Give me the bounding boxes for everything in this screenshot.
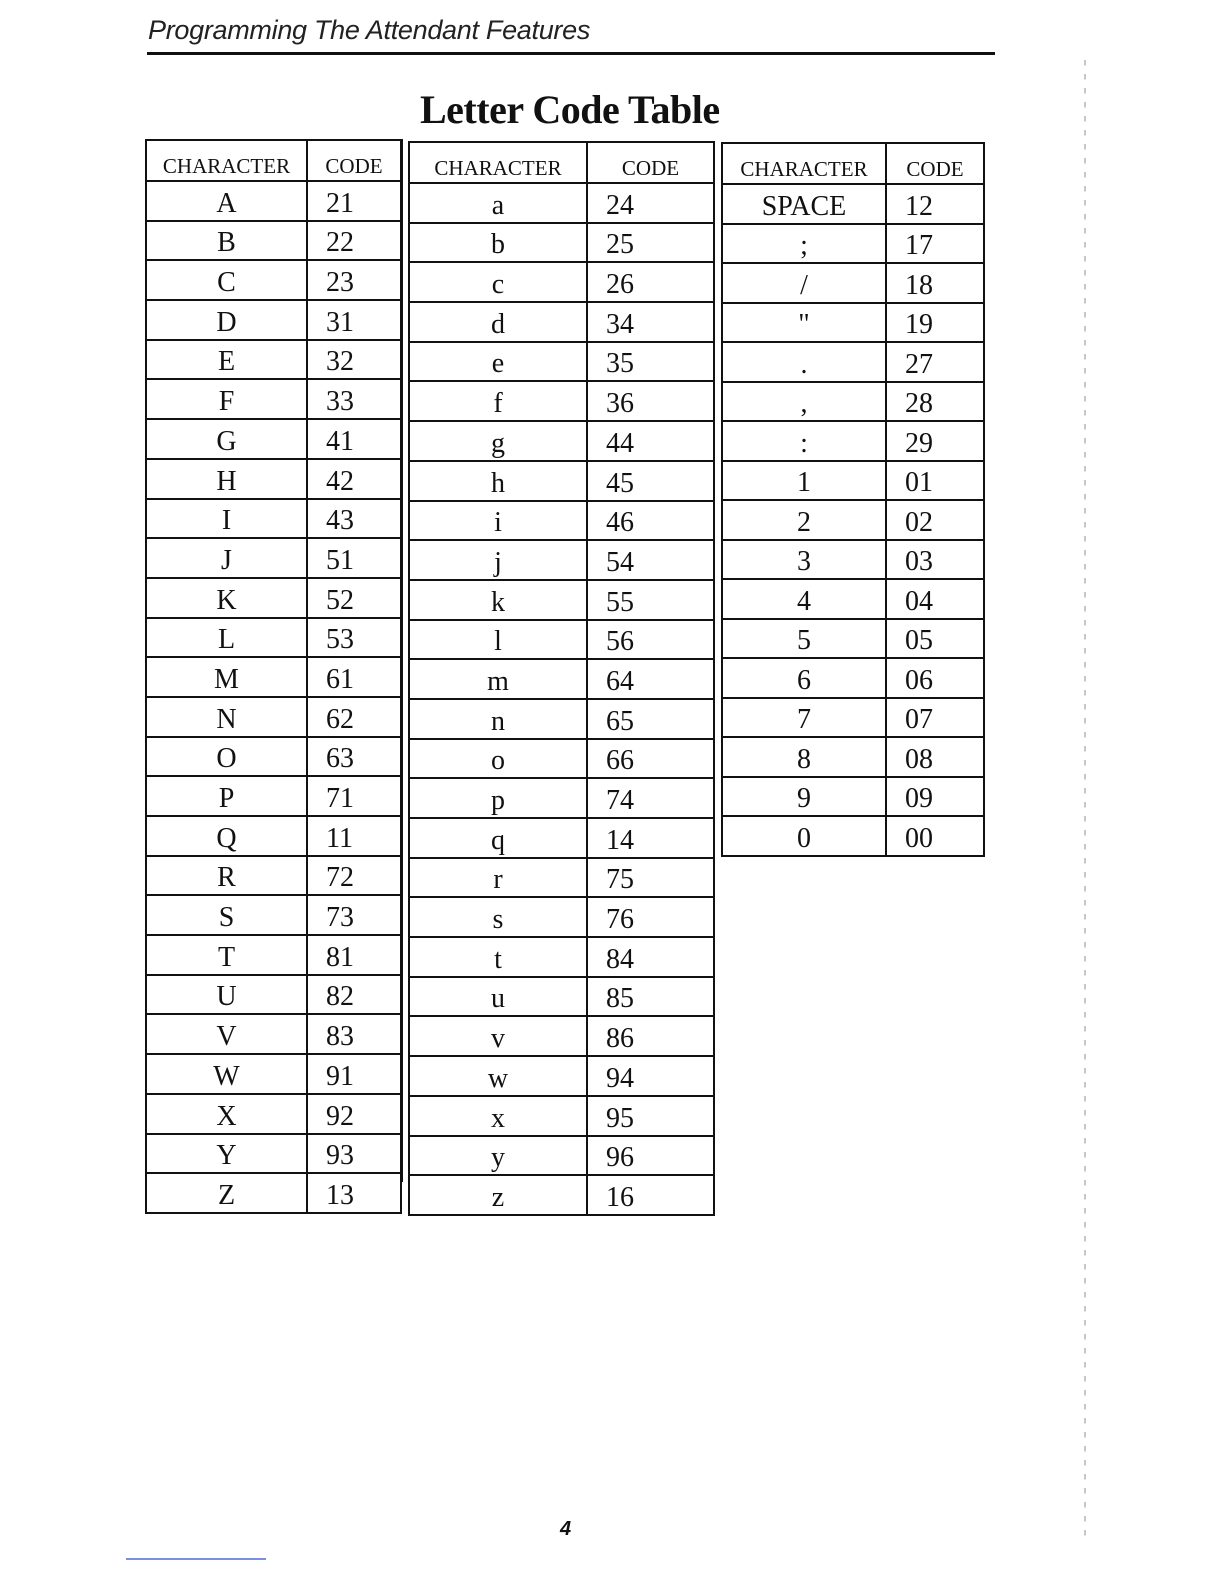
character-cell: y — [409, 1136, 587, 1176]
table-row — [146, 657, 401, 697]
table-row — [146, 776, 401, 816]
character-cell: k — [409, 580, 587, 620]
table-row — [146, 697, 401, 737]
code-cell: 17 — [886, 224, 984, 264]
code-cell: 51 — [307, 538, 401, 578]
table-row — [146, 816, 401, 856]
character-cell: R — [146, 856, 307, 896]
lowercase-code-table — [408, 141, 715, 1216]
character-cell: 6 — [722, 658, 886, 698]
code-cell: 45 — [587, 461, 714, 501]
character-cell: / — [722, 263, 886, 303]
table-row — [409, 1096, 714, 1136]
table-row — [409, 342, 714, 382]
character-cell: z — [409, 1175, 587, 1215]
table-row — [146, 260, 401, 300]
character-cell: 7 — [722, 698, 886, 738]
character-cell: T — [146, 935, 307, 975]
code-cell: 75 — [587, 858, 714, 898]
character-cell: j — [409, 540, 587, 580]
code-column-header: CODE — [307, 140, 401, 181]
code-column-header: CODE — [587, 142, 714, 183]
character-cell: J — [146, 538, 307, 578]
character-cell: d — [409, 302, 587, 342]
code-cell: 28 — [886, 382, 984, 422]
code-cell: 62 — [307, 697, 401, 737]
code-cell: 56 — [587, 620, 714, 660]
table-row — [146, 340, 401, 380]
table-row — [409, 739, 714, 779]
code-cell: 25 — [587, 223, 714, 263]
character-cell: Y — [146, 1134, 307, 1174]
table-row — [146, 1094, 401, 1134]
code-cell: 31 — [307, 300, 401, 340]
code-cell: 54 — [587, 540, 714, 580]
code-cell: 34 — [587, 302, 714, 342]
code-cell: 66 — [587, 739, 714, 779]
table-row — [409, 937, 714, 977]
table-row — [722, 540, 984, 580]
code-column-header: CODE — [886, 143, 984, 184]
table-row — [146, 1173, 401, 1213]
character-cell: h — [409, 461, 587, 501]
character-cell: K — [146, 578, 307, 618]
code-cell: 95 — [587, 1096, 714, 1136]
table-row — [146, 419, 401, 459]
table-row — [409, 977, 714, 1017]
table-row — [409, 1136, 714, 1176]
code-cell: 00 — [886, 816, 984, 856]
code-cell: 18 — [886, 263, 984, 303]
character-cell: : — [722, 421, 886, 461]
code-cell: 84 — [587, 937, 714, 977]
character-cell: m — [409, 659, 587, 699]
character-cell: g — [409, 421, 587, 461]
character-cell: s — [409, 897, 587, 937]
code-cell: 82 — [307, 975, 401, 1015]
character-cell: P — [146, 776, 307, 816]
table-row — [722, 579, 984, 619]
code-cell: 22 — [307, 221, 401, 261]
table-row — [146, 181, 401, 221]
code-cell: 92 — [307, 1094, 401, 1134]
table-row — [146, 459, 401, 499]
code-cell: 83 — [307, 1014, 401, 1054]
character-cell: o — [409, 739, 587, 779]
code-cell: 14 — [587, 818, 714, 858]
code-cell: 21 — [307, 181, 401, 221]
character-cell: C — [146, 260, 307, 300]
character-cell: n — [409, 699, 587, 739]
code-cell: 23 — [307, 260, 401, 300]
code-cell: 13 — [307, 1173, 401, 1213]
code-cell: 76 — [587, 897, 714, 937]
character-cell: B — [146, 221, 307, 261]
character-cell: O — [146, 737, 307, 777]
table-row — [409, 302, 714, 342]
page-number: 4 — [560, 1518, 572, 1540]
table-row — [146, 1054, 401, 1094]
table-row — [722, 658, 984, 698]
table-row — [409, 223, 714, 263]
code-cell: 35 — [587, 342, 714, 382]
character-cell: t — [409, 937, 587, 977]
character-cell: X — [146, 1094, 307, 1134]
page-title: Letter Code Table — [420, 87, 720, 132]
table-row — [146, 737, 401, 777]
table-row — [722, 500, 984, 540]
table-row — [146, 618, 401, 658]
footer-rule — [126, 1558, 266, 1560]
character-cell: b — [409, 223, 587, 263]
character-cell: I — [146, 499, 307, 539]
code-cell: 52 — [307, 578, 401, 618]
character-cell: l — [409, 620, 587, 660]
table-row — [722, 737, 984, 777]
character-cell: 8 — [722, 737, 886, 777]
table-row — [722, 619, 984, 659]
table-row — [146, 856, 401, 896]
table-header-row — [722, 143, 984, 184]
table-row — [146, 1014, 401, 1054]
table-row — [409, 183, 714, 223]
character-cell: H — [146, 459, 307, 499]
code-cell: 94 — [587, 1056, 714, 1096]
character-cell: L — [146, 618, 307, 658]
code-cell: 06 — [886, 658, 984, 698]
character-cell: a — [409, 183, 587, 223]
character-cell: N — [146, 697, 307, 737]
table-row — [722, 816, 984, 856]
character-cell: c — [409, 262, 587, 302]
table-row — [409, 461, 714, 501]
code-cell: 53 — [307, 618, 401, 658]
code-cell: 64 — [587, 659, 714, 699]
code-cell: 04 — [886, 579, 984, 619]
character-cell: W — [146, 1054, 307, 1094]
code-cell: 42 — [307, 459, 401, 499]
table-row — [722, 698, 984, 738]
uppercase-code-table — [145, 139, 402, 1214]
character-cell: M — [146, 657, 307, 697]
code-cell: 73 — [307, 895, 401, 935]
character-cell: D — [146, 300, 307, 340]
table-row — [409, 858, 714, 898]
table-row — [409, 1016, 714, 1056]
character-cell: G — [146, 419, 307, 459]
code-cell: 08 — [886, 737, 984, 777]
running-header: Programming The Attendant Features — [148, 15, 591, 45]
character-cell: ; — [722, 224, 886, 264]
code-cell: 96 — [587, 1136, 714, 1176]
code-cell: 61 — [307, 657, 401, 697]
table-row — [722, 263, 984, 303]
character-cell: v — [409, 1016, 587, 1056]
code-cell: 65 — [587, 699, 714, 739]
character-cell: i — [409, 501, 587, 541]
code-cell: 71 — [307, 776, 401, 816]
table-row — [722, 461, 984, 501]
table-row — [146, 221, 401, 261]
character-cell: F — [146, 379, 307, 419]
character-cell: p — [409, 778, 587, 818]
character-cell: 9 — [722, 777, 886, 817]
table-row — [146, 300, 401, 340]
character-cell: 4 — [722, 579, 886, 619]
table-row — [409, 897, 714, 937]
character-cell: q — [409, 818, 587, 858]
table-row — [409, 1175, 714, 1215]
code-cell: 63 — [307, 737, 401, 777]
character-cell: 1 — [722, 461, 886, 501]
table-row — [409, 659, 714, 699]
character-cell: V — [146, 1014, 307, 1054]
character-cell: S — [146, 895, 307, 935]
character-column-header: CHARACTER — [722, 143, 886, 184]
table-row — [722, 421, 984, 461]
table-row — [722, 777, 984, 817]
table-row — [146, 379, 401, 419]
code-cell: 19 — [886, 303, 984, 343]
character-cell: u — [409, 977, 587, 1017]
character-cell: Q — [146, 816, 307, 856]
character-cell: , — [722, 382, 886, 422]
code-cell: 09 — [886, 777, 984, 817]
character-cell: A — [146, 181, 307, 221]
character-cell: r — [409, 858, 587, 898]
code-cell: 55 — [587, 580, 714, 620]
code-cell: 44 — [587, 421, 714, 461]
code-cell: 86 — [587, 1016, 714, 1056]
header-rule — [147, 52, 995, 55]
table-row — [409, 699, 714, 739]
character-cell: 0 — [722, 816, 886, 856]
character-cell: e — [409, 342, 587, 382]
code-cell: 03 — [886, 540, 984, 580]
table-row — [409, 620, 714, 660]
character-cell: SPACE — [722, 184, 886, 224]
scan-edge-marks — [1084, 60, 1086, 1540]
character-cell: 3 — [722, 540, 886, 580]
table-row — [722, 382, 984, 422]
table-row — [146, 975, 401, 1015]
table-row — [146, 578, 401, 618]
table-row — [409, 540, 714, 580]
code-cell: 16 — [587, 1175, 714, 1215]
table-row — [722, 342, 984, 382]
code-cell: 72 — [307, 856, 401, 896]
table-header-row — [146, 140, 401, 181]
table-row — [146, 895, 401, 935]
code-cell: 33 — [307, 379, 401, 419]
character-cell: 5 — [722, 619, 886, 659]
code-cell: 11 — [307, 816, 401, 856]
table-row — [409, 818, 714, 858]
character-cell: E — [146, 340, 307, 380]
character-column-header: CHARACTER — [409, 142, 587, 183]
code-cell: 02 — [886, 500, 984, 540]
code-cell: 07 — [886, 698, 984, 738]
table-row — [409, 1056, 714, 1096]
code-cell: 41 — [307, 419, 401, 459]
table-row — [409, 381, 714, 421]
table-row — [409, 501, 714, 541]
table-row — [722, 184, 984, 224]
table-row — [146, 538, 401, 578]
symbol-digit-code-table — [721, 142, 985, 857]
character-cell: U — [146, 975, 307, 1015]
table-row — [146, 1134, 401, 1174]
character-cell: 2 — [722, 500, 886, 540]
code-cell: 12 — [886, 184, 984, 224]
character-cell: Z — [146, 1173, 307, 1213]
code-cell: 01 — [886, 461, 984, 501]
table-row — [146, 499, 401, 539]
table-row — [409, 262, 714, 302]
code-cell: 81 — [307, 935, 401, 975]
code-cell: 05 — [886, 619, 984, 659]
table-header-row — [409, 142, 714, 183]
code-cell: 85 — [587, 977, 714, 1017]
table-row — [409, 580, 714, 620]
table-row — [409, 421, 714, 461]
code-cell: 29 — [886, 421, 984, 461]
code-cell: 26 — [587, 262, 714, 302]
code-cell: 93 — [307, 1134, 401, 1174]
code-cell: 32 — [307, 340, 401, 380]
code-cell: 74 — [587, 778, 714, 818]
table-row — [722, 303, 984, 343]
table-row — [146, 935, 401, 975]
character-cell: w — [409, 1056, 587, 1096]
code-cell: 27 — [886, 342, 984, 382]
code-cell: 46 — [587, 501, 714, 541]
table-row — [722, 224, 984, 264]
table-row — [409, 778, 714, 818]
code-cell: 36 — [587, 381, 714, 421]
character-cell: . — [722, 342, 886, 382]
character-cell: " — [722, 303, 886, 343]
character-column-header: CHARACTER — [146, 140, 307, 181]
code-cell: 24 — [587, 183, 714, 223]
character-cell: f — [409, 381, 587, 421]
code-cell: 43 — [307, 499, 401, 539]
code-cell: 91 — [307, 1054, 401, 1094]
character-cell: x — [409, 1096, 587, 1136]
